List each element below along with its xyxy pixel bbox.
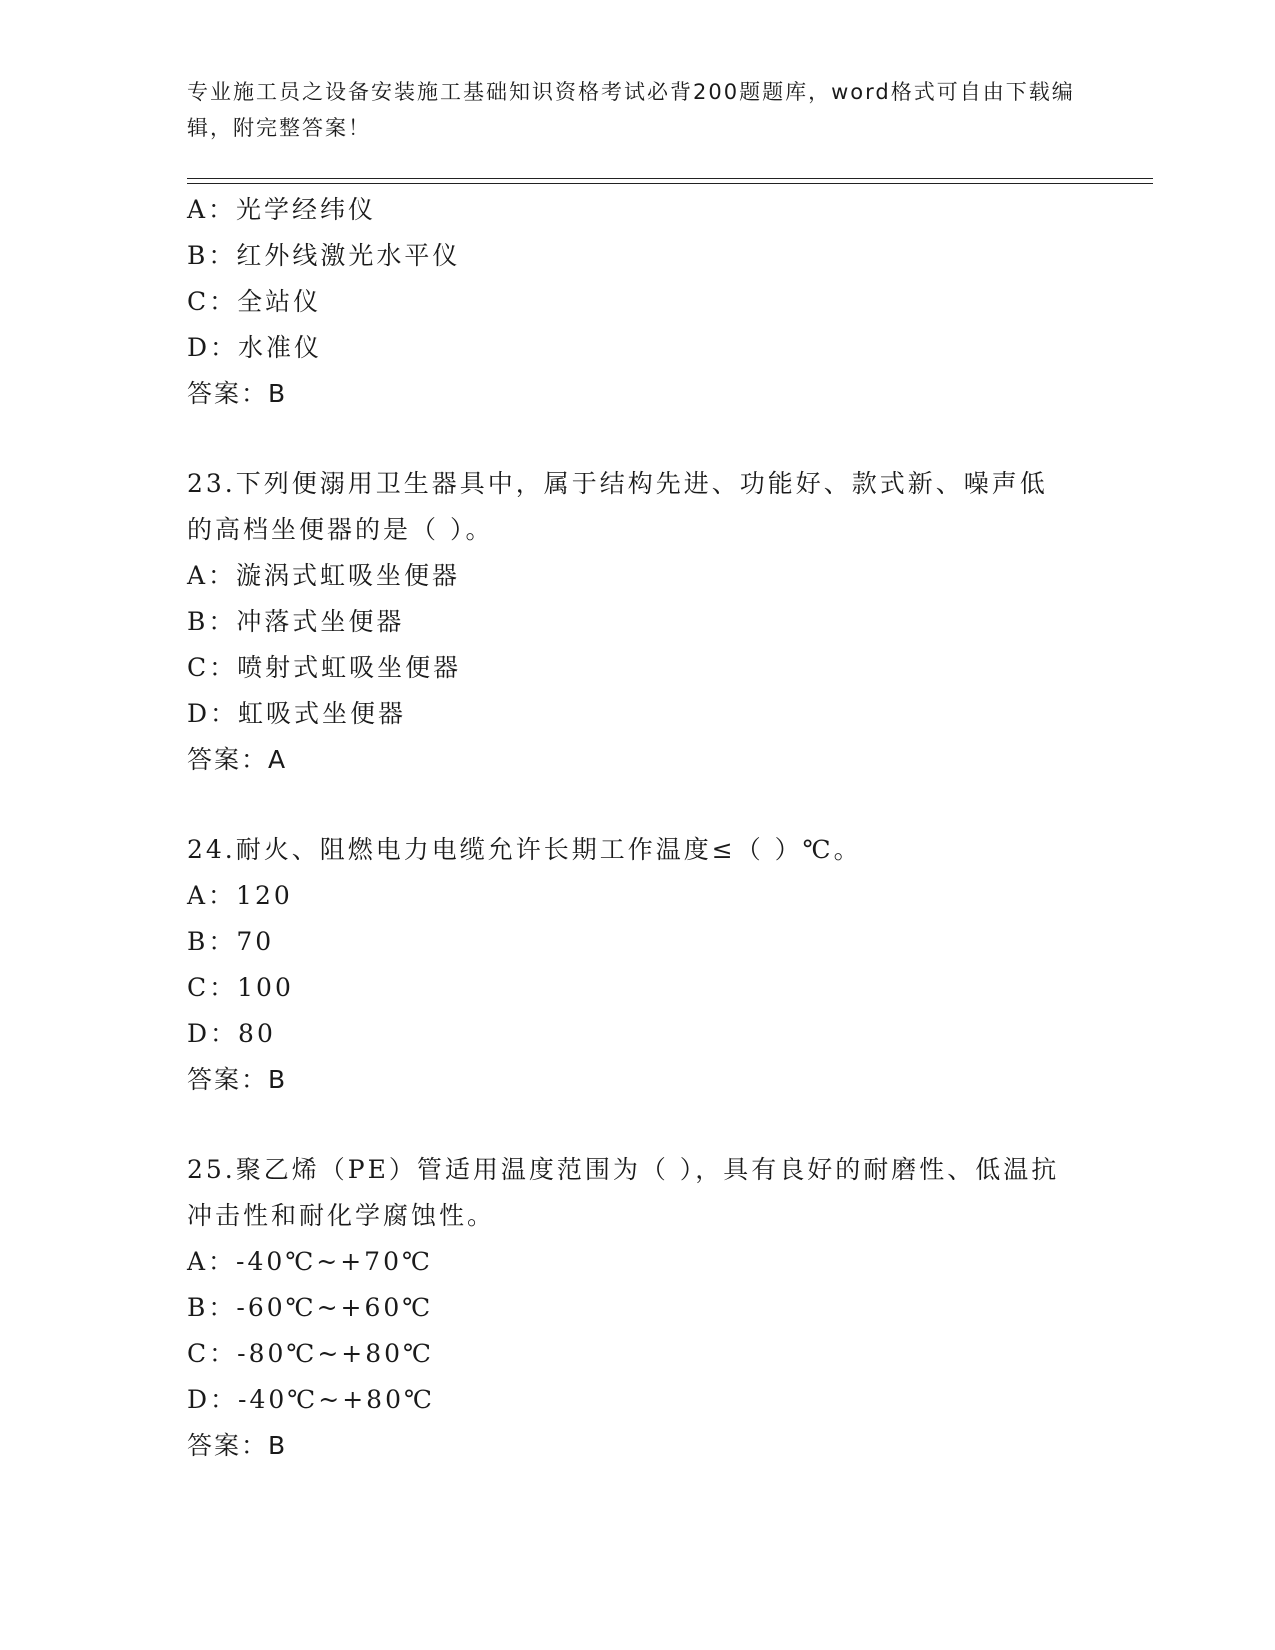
- option-b: B：70: [187, 927, 275, 956]
- option-d: D：80: [187, 1019, 276, 1048]
- option-b: B：-60℃~+60℃: [187, 1293, 434, 1322]
- option-c: C：喷射式虹吸坐便器: [187, 653, 462, 682]
- option-d: D：-40℃~+80℃: [187, 1385, 435, 1414]
- spacer: [187, 417, 1087, 461]
- option-c: C：100: [187, 973, 294, 1002]
- answer-line: 答案：B: [187, 379, 288, 408]
- answer-line: 答案：B: [187, 1431, 288, 1460]
- spacer: [187, 1103, 1087, 1147]
- option-b: B：冲落式坐便器: [187, 607, 405, 636]
- question-stem: 25.聚乙烯（PE）管适用温度范围为（ ），具有良好的耐磨性、低温抗冲击性和耐化学腐蚀性。: [187, 1155, 1060, 1230]
- document-header: 专业施工员之设备安装施工基础知识资格考试必背200题题库，word格式可自由下载编辑，附完整答案！: [187, 80, 1075, 140]
- option-d: D：水准仪: [187, 333, 323, 362]
- option-a: A：光学经纬仪: [187, 195, 377, 224]
- spacer: [187, 783, 1087, 827]
- question-23: [187, 461, 1087, 783]
- question-22: [187, 187, 1087, 417]
- answer-line: 答案：A: [187, 745, 288, 774]
- question-25: [187, 1147, 1087, 1469]
- option-a: A：漩涡式虹吸坐便器: [187, 561, 461, 590]
- option-a: A：120: [187, 881, 293, 910]
- answer-line: 答案：B: [187, 1065, 288, 1094]
- question-list: [187, 187, 1087, 1469]
- option-c: C：-80℃~+80℃: [187, 1339, 435, 1368]
- option-a: A：-40℃~+70℃: [187, 1247, 433, 1276]
- header-divider-bottom: [187, 183, 1153, 184]
- question-stem: 24.耐火、阻燃电力电缆允许长期工作温度≤（ ）℃。: [187, 835, 862, 864]
- option-b: B：红外线激光水平仪: [187, 241, 461, 270]
- option-d: D：虹吸式坐便器: [187, 699, 407, 728]
- question-24: [187, 827, 1087, 1103]
- header-divider-top: [187, 178, 1153, 179]
- question-stem: 23.下列便溺用卫生器具中，属于结构先进、功能好、款式新、噪声低的高档坐便器的是（ ）。: [187, 469, 1048, 544]
- option-c: C：全站仪: [187, 287, 322, 316]
